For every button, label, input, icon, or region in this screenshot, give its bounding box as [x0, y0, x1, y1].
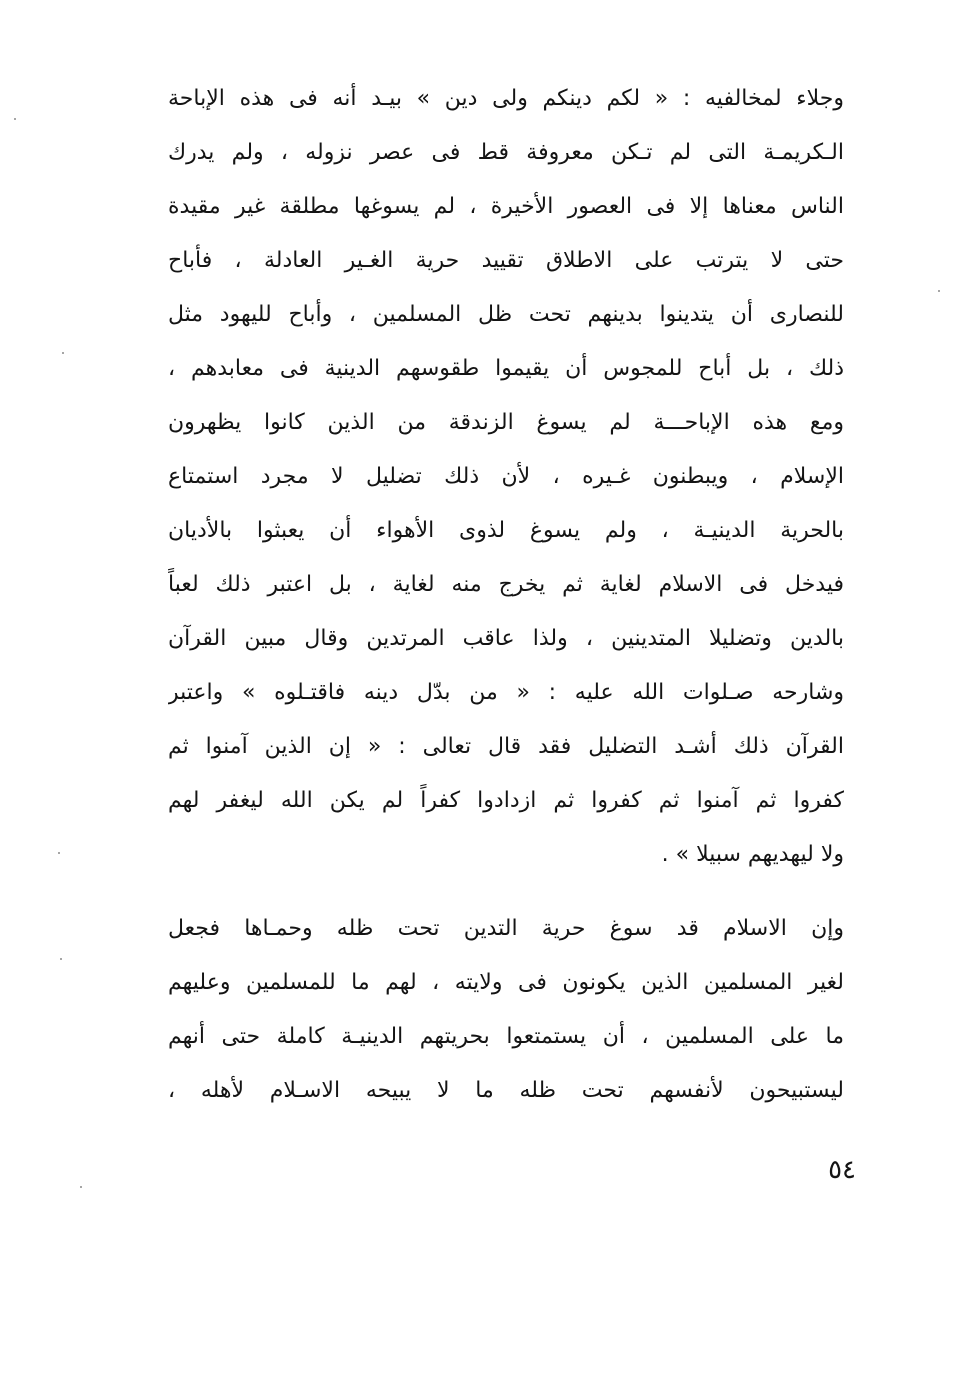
- scan-speck: [14, 118, 16, 120]
- text-line: بالدين وتضليلا المتدينين ، ولذا عاقب المرتدين وقال مبين القرآن: [168, 626, 844, 651]
- text-line: حتى لا يترتب على الاطلاق تقييد حرية الغـير العادلة ، فأباح: [168, 248, 844, 273]
- text-line: الإسلام ، ويبطنون غـيره ، لأن ذلك تضليل لا مجرد استمتاع: [168, 464, 844, 489]
- text-line: الناس معناها إلا فى العصور الأخيرة ، لم يسوغها مطلقة غير مقيدة: [168, 194, 844, 219]
- text-line: ليستبيحون لأنفسهم تحت ظله ما لا يبيحه الاسـلام لأهله ،: [168, 1078, 844, 1103]
- scan-speck: [62, 352, 64, 354]
- text-line: لغير المسلمين الذين يكونون فى ولايته ، لهم ما للمسلمين وعليهم: [168, 970, 844, 995]
- text-line: ذلك ، بل أباح للمجوس أن يقيموا طقوسهم الدينية فى معابدهم ،: [168, 356, 844, 381]
- text-line: كفروا ثم آمنوا ثم كفروا ثم ازدادوا كفراً لم يكن الله ليغفر لهم: [168, 788, 844, 813]
- paragraph-1: [168, 72, 844, 882]
- text-line: ولا ليهديهم سبيلا » .: [661, 842, 844, 867]
- text-line: القرآن ذلك أشـد التضليل فقد قال تعالى : « إن الذين آمنوا ثم: [168, 734, 844, 759]
- scan-speck: [58, 852, 60, 854]
- text-line: الـكريمـة التى لم تـكن معروفة قط فى عصر نزوله ، ولم يدرك: [168, 140, 844, 165]
- text-line: للنصارى أن يتدينوا بدينهم تحت ظل المسلمين ، وأباح لليهود مثل: [168, 302, 844, 327]
- text-line: فيدخل فى الاسلام لغاية ثم يخرج منه لغاية ، بل اعتبر ذلك لعباً: [168, 572, 844, 597]
- page-number: ٥٤: [828, 1155, 856, 1185]
- paragraph-2: [168, 902, 844, 1118]
- text-line: وإن الاسلام قد سوغ حرية التدين تحت ظله وحمـاها فجعل: [168, 916, 844, 941]
- scan-speck: [60, 958, 62, 960]
- scan-speck: [938, 290, 940, 292]
- text-line: وشارحه صـلوات الله عليه : « من بدّل دينه فاقتـلوه » واعتبر: [168, 680, 844, 705]
- text-line: وجلاء لمخالفيه : « لكم دينكم ولى دين » بيـد أنه فى هذه الإباحة: [168, 86, 844, 111]
- text-line: بالحرية الدينيـة ، ولم يسوغ لذوى الأهواء أن يعبثوا بالأديان: [168, 518, 844, 543]
- scan-speck: [80, 1186, 82, 1188]
- text-line: ما على المسلمين ، أن يستمتعوا بحريتهم الدينيـة كاملة حتى أنهم: [168, 1024, 844, 1049]
- text-line: ومع هذه الإباحـــة لم يسوغ الزندقة من الذين كانوا يظهرون: [168, 410, 844, 435]
